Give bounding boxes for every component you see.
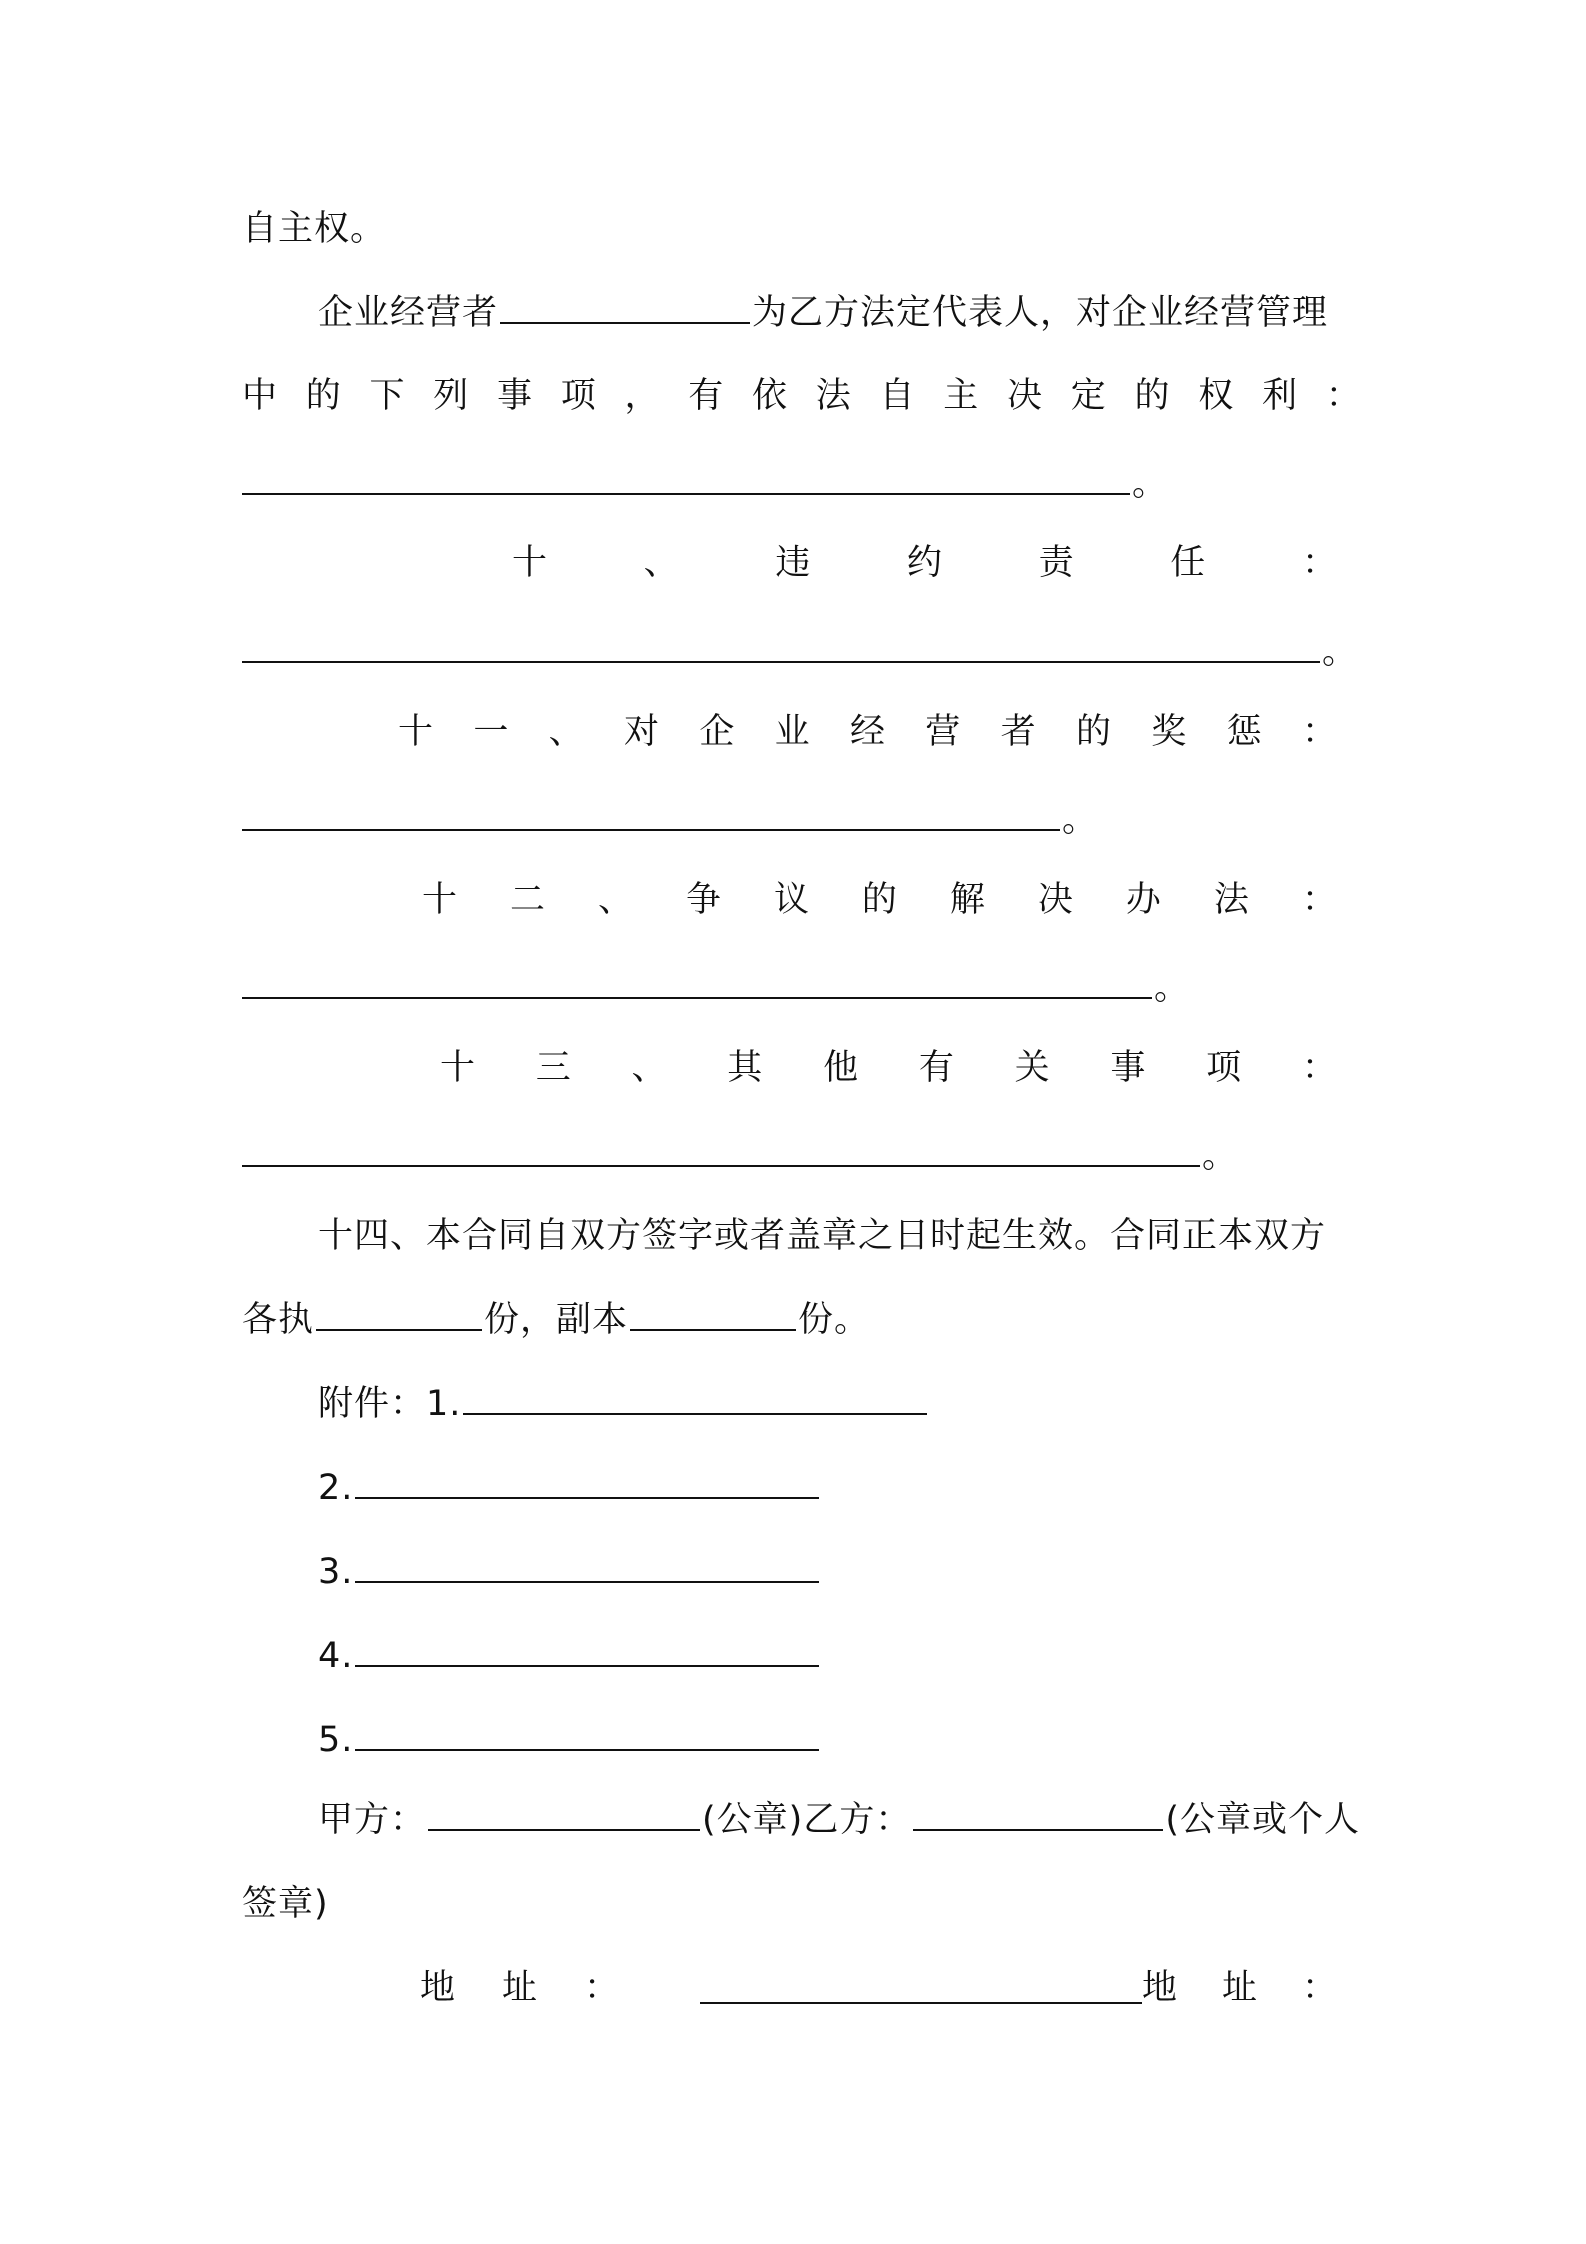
operator-name-blank[interactable] — [500, 288, 750, 324]
section-11-char: 惩 — [1226, 712, 1263, 752]
attachment-5-label: 5. — [318, 1720, 354, 1760]
party-b-address-label — [1142, 1958, 1338, 2018]
rights-text-char: 决 — [1007, 376, 1044, 416]
period: 。 — [1062, 800, 1099, 840]
text-copies-end: 份。 — [798, 1300, 871, 1340]
section-11-char: ： — [1301, 712, 1338, 752]
text-line-autonomy — [242, 199, 1362, 259]
section-11-char: 奖 — [1151, 712, 1188, 752]
section-13-char: 项 — [1206, 1048, 1243, 1088]
copies-line — [242, 1290, 1362, 1350]
section-13-char: 其 — [727, 1048, 764, 1088]
rights-text-char: 的 — [1134, 376, 1171, 416]
address-b-char: 址 — [1221, 1968, 1258, 2008]
attachment-4 — [318, 1626, 1362, 1686]
period: 。 — [1132, 464, 1169, 504]
section-11-char: 、 — [548, 712, 585, 752]
rights-text-char: 项 — [560, 376, 597, 416]
attachment-3-blank[interactable] — [355, 1547, 819, 1583]
rights-text-char: 列 — [433, 376, 470, 416]
text-line-operator — [318, 283, 1362, 343]
attachment-1-blank[interactable] — [463, 1379, 927, 1415]
section-13-heading — [440, 1038, 1338, 1098]
text-copies-duplicate: 份，副本 — [484, 1300, 629, 1340]
section-12-heading — [422, 870, 1338, 930]
attachment-4-label: 4. — [318, 1636, 354, 1676]
rights-text-char: 的 — [305, 376, 342, 416]
section-12-char: 的 — [861, 880, 898, 920]
attachment-2 — [318, 1458, 1362, 1518]
section-13-char: 关 — [1014, 1048, 1051, 1088]
section-13-char: 三 — [535, 1048, 572, 1088]
dispute-resolution-blank[interactable] — [242, 963, 1152, 999]
rights-blank[interactable] — [242, 459, 1130, 495]
rights-text-char: 定 — [1070, 376, 1107, 416]
address-line — [420, 1958, 1338, 2018]
rights-text-char: ， — [624, 376, 661, 416]
section-12-char: 议 — [773, 880, 810, 920]
blank-line-rights — [242, 454, 1362, 514]
section-11-char: 的 — [1075, 712, 1112, 752]
breach-liability-blank[interactable] — [242, 627, 1320, 663]
section-10-char: 、 — [643, 543, 680, 583]
blank-line-other — [242, 1126, 1362, 1186]
text-autonomy: 自主权。 — [242, 209, 387, 249]
address-a-char: 地 — [420, 1968, 457, 2008]
section-12-char: 争 — [685, 880, 722, 920]
section-13-char: 、 — [631, 1048, 668, 1088]
section-12-char: 、 — [597, 880, 634, 920]
duplicate-copies-blank[interactable] — [630, 1295, 796, 1331]
section-10-char: 十 — [512, 543, 549, 583]
rights-text-char: 有 — [688, 376, 725, 416]
section-12-char: 解 — [949, 880, 986, 920]
address-a-char: ： — [583, 1968, 620, 2008]
party-b-label: (公章)乙方： — [702, 1800, 912, 1840]
period: 。 — [1154, 968, 1191, 1008]
section-13-char: 有 — [918, 1048, 955, 1088]
party-a-blank[interactable] — [428, 1795, 700, 1831]
text-signature-seal: 签章) — [242, 1884, 329, 1924]
section-12-char: 十 — [422, 880, 459, 920]
party-a-address-blank[interactable] — [700, 1968, 1142, 2004]
rights-text-char: 利 — [1262, 376, 1299, 416]
section-12-char: ： — [1301, 880, 1338, 920]
section-13-char: 十 — [440, 1048, 477, 1088]
section-11-char: 营 — [925, 712, 962, 752]
section-12-char: 二 — [509, 880, 546, 920]
attachment-5 — [318, 1710, 1362, 1770]
text-operator-role: 为乙方法定代表人，对企业经营管理 — [752, 293, 1329, 333]
section-10-char: 违 — [775, 543, 812, 583]
section-12-char: 决 — [1037, 880, 1074, 920]
attachment-4-blank[interactable] — [355, 1631, 819, 1667]
rewards-penalties-blank[interactable] — [242, 795, 1060, 831]
section-11-char: 经 — [849, 712, 886, 752]
text-line-rights — [242, 366, 1362, 426]
other-matters-blank[interactable] — [242, 1131, 1200, 1167]
original-copies-blank[interactable] — [316, 1295, 482, 1331]
address-a-char: 址 — [501, 1968, 538, 2008]
text-operator-label: 企业经营者 — [318, 293, 499, 333]
address-b-char: 地 — [1142, 1968, 1179, 2008]
period: 。 — [1202, 1136, 1239, 1176]
signature-line — [318, 1790, 1362, 1850]
rights-text-char: 自 — [879, 376, 916, 416]
attachment-3 — [318, 1542, 1362, 1602]
text-effective-clause: 十四、本合同自双方签字或者盖章之日时起生效。合同正本双方 — [318, 1216, 1327, 1256]
section-11-char: 对 — [623, 712, 660, 752]
party-a-address-label — [420, 1958, 620, 2018]
attachment-3-label: 3. — [318, 1552, 354, 1592]
text-seal-or-personal: (公章或个人 — [1165, 1800, 1360, 1840]
rights-text-char: 法 — [815, 376, 852, 416]
section-11-char: 一 — [473, 712, 510, 752]
section-10-heading — [512, 533, 1338, 593]
section-11-char: 十 — [398, 712, 435, 752]
section-11-heading — [398, 702, 1338, 762]
section-11-char: 企 — [699, 712, 736, 752]
rights-text-char: 事 — [497, 376, 534, 416]
attachment-1 — [318, 1374, 1362, 1434]
party-a-label: 甲方： — [318, 1800, 427, 1840]
attachment-5-blank[interactable] — [355, 1715, 819, 1751]
party-b-blank[interactable] — [913, 1795, 1163, 1831]
section-13-char: 他 — [823, 1048, 860, 1088]
section-10-char: 约 — [906, 543, 943, 583]
attachment-2-blank[interactable] — [355, 1463, 819, 1499]
period: 。 — [1322, 632, 1359, 672]
section-11-char: 者 — [1000, 712, 1037, 752]
section-14-text — [318, 1206, 1362, 1266]
section-10-char: 任 — [1170, 543, 1207, 583]
section-12-char: 办 — [1125, 880, 1162, 920]
attachment-2-label: 2. — [318, 1468, 354, 1508]
rights-text-char: ： — [1325, 376, 1362, 416]
rights-text-char: 下 — [369, 376, 406, 416]
rights-text-char: 主 — [943, 376, 980, 416]
section-11-char: 业 — [774, 712, 811, 752]
rights-text-char: 中 — [242, 376, 279, 416]
section-12-char: 法 — [1213, 880, 1250, 920]
section-13-char: ： — [1301, 1048, 1338, 1088]
blank-line-rewards — [242, 790, 1362, 850]
attachment-1-label: 附件：1. — [318, 1384, 462, 1424]
section-10-char: ： — [1301, 543, 1338, 583]
blank-line-breach — [242, 622, 1362, 682]
rights-text-char: 权 — [1198, 376, 1235, 416]
blank-line-dispute — [242, 958, 1362, 1018]
section-13-char: 事 — [1110, 1048, 1147, 1088]
text-each-holds: 各执 — [242, 1300, 315, 1340]
rights-text-char: 依 — [752, 376, 789, 416]
section-10-char: 责 — [1038, 543, 1075, 583]
signature-line-cont — [242, 1874, 1362, 1934]
address-b-char: ： — [1301, 1968, 1338, 2008]
